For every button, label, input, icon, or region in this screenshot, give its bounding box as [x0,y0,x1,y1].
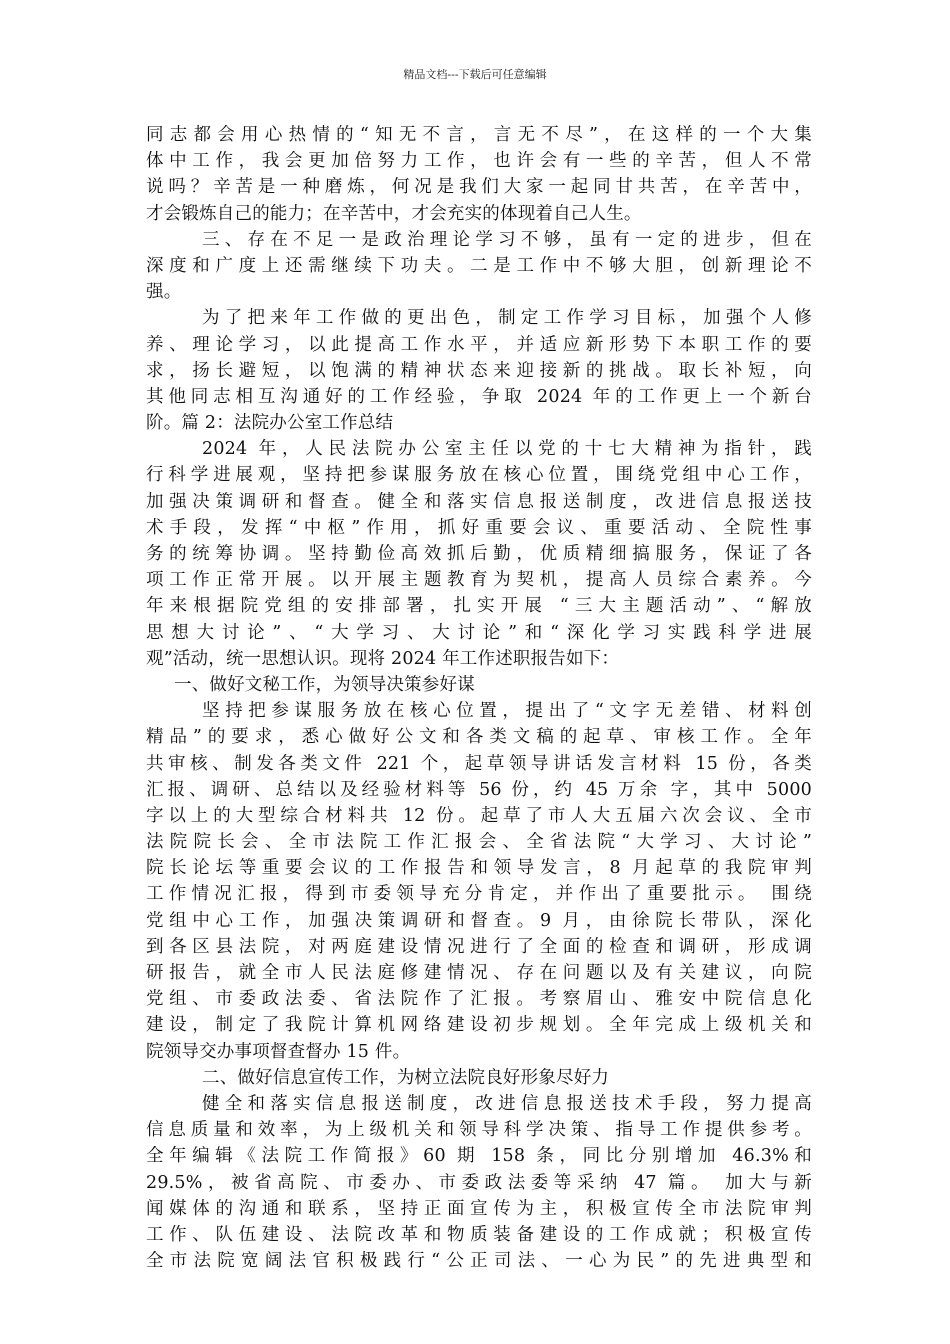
text-line: 党组、市委政法委、省法院作了汇报。考察眉山、雅安中院信息化 [146,989,812,1010]
text-line: 闻媒体的沟通和联系，坚持正面宣传为主，积极宣传全市法院审判 [146,1198,812,1219]
text-line: 法院院长会、全市法院工作汇报会、全省法院“大学习、大讨论” [146,832,812,853]
text-line: 坚持把参谋服务放在核心位置，提出了“文字无差错、材料创 [202,701,812,722]
text-line: 信息质量和效率，为上级机关和领导科学决策、指导工作提供参考。 [146,1120,812,1141]
text-line: 求，扬长避短，以饱满的精神状态来迎接新的挑战。取长补短，向 [146,360,812,381]
text-line: 全年编辑《法院工作简报》60 期 158 条，同比分别增加 46.3%和 [146,1146,812,1167]
text-line: 一、做好文秘工作，为领导决策参好谋 [174,674,475,695]
text-line: 年来根据院党组的安排部署，扎实开展 “三大主题活动”、“解放 [146,596,812,617]
text-line: 观”活动，统一思想认识。现将 2024 年工作述职报告如下： [146,648,620,669]
text-line: 思想大讨论”、“大学习、大讨论”和“深化学习实践科学进展 [146,622,812,643]
text-line: 深度和广度上还需继续下功夫。二是工作中不够大胆，创新理论不 [146,255,812,276]
text-line: 精品”的要求，悉心做好公文和各类文稿的起草、审核工作。全年 [146,727,812,748]
text-line: 到各区县法院，对两庭建设情况进行了全面的检查和调研，形成调 [146,936,812,957]
text-line: 术手段，发挥“中枢”作用，抓好重要会议、重要活动、全院性事 [146,517,812,538]
text-line: 三、存在不足一是政治理论学习不够，虽有一定的进步，但在 [202,229,812,250]
text-line: 为了把来年工作做的更出色，制定工作学习目标，加强个人修 [202,308,812,329]
text-line: 共审核、制发各类文件 221 个，起草领导讲话发言材料 15 份，各类 [146,753,812,774]
text-line: 建设，制定了我院计算机网络建设初步规划。全年完成上级机关和 [146,1015,812,1036]
text-line: 党组中心工作，加强决策调研和督查。9 月，由徐院长带队，深化 [146,910,812,931]
text-line: 同志都会用心热情的“知无不言，言无不尽”，在这样的一个大集 [146,125,812,145]
text-line: 健全和落实信息报送制度，改进信息报送技术手段，努力提高 [202,1093,812,1114]
text-line: 强。 [146,282,182,303]
document-body [146,122,812,1274]
text-line: 字以上的大型综合材料共 12 份。起草了市人大五届六次会议、全市 [146,805,812,826]
text-line: 全市法院宽阔法官积极践行“公正司法、一心为民”的先进典型和 [146,1251,812,1272]
text-line: 阶。篇 2：法院办公室工作总结 [146,413,394,434]
text-line: 院领导交办事项督查督办 15 件。 [146,1041,411,1062]
text-line: 工作、队伍建设、法院改革和物质装备建设的工作成就；积极宣传 [146,1224,812,1245]
text-line: 行科学进展观，坚持把参谋服务放在核心位置，围绕党组中心工作， [146,465,812,486]
text-line: 二、做好信息宣传工作，为树立法院良好形象尽好力 [202,1067,610,1088]
text-line: 2024 年，人民法院办公室主任以党的十七大精神为指针，践 [202,439,812,460]
text-line: 务的统筹协调。坚持勤俭高效抓后勤，优质精细搞服务，保证了各 [146,544,812,564]
text-line: 汇报、调研、总结以及经验材料等 56 份，约 45 万余 字，其中 5000 [146,779,812,800]
text-line: 才会锻炼自己的能力；在辛苦中，才会充实的体现着自己人生。 [146,203,642,224]
text-line: 加强决策调研和督查。健全和落实信息报送制度，改进信息报送技 [146,491,812,512]
text-line: 29.5%，被省高院、市委办、市委政法委等采纳 47 篇。 加大与新 [146,1172,812,1193]
text-line: 研报告，就全市人民法庭修建情况、存在问题以及有关建议，向院 [146,963,812,983]
page-header: 精品文档---下载后可任意编辑 [403,68,547,81]
text-line: 院长论坛等重要会议的工作报告和领导发言，8 月起草的我院审判 [146,858,812,879]
text-line: 工作情况汇报，得到市委领导充分肯定，并作出了重要批示。 围绕 [146,884,812,905]
text-line: 其他同志相互沟通好的工作经验，争取 2024 年的工作更上一个新台 [146,386,812,407]
text-line: 项工作正常开展。以开展主题教育为契机，提高人员综合素养。今 [146,570,812,591]
text-line: 体中工作，我会更加倍努力工作，也许会有一些的辛苦，但人不常 [146,151,812,172]
text-line: 养、理论学习，以此提高工作水平，并适应新形势下本职工作的要 [146,334,812,355]
text-line: 说吗？辛苦是一种磨炼，何况是我们大家一起同甘共苦，在辛苦中， [146,177,812,198]
